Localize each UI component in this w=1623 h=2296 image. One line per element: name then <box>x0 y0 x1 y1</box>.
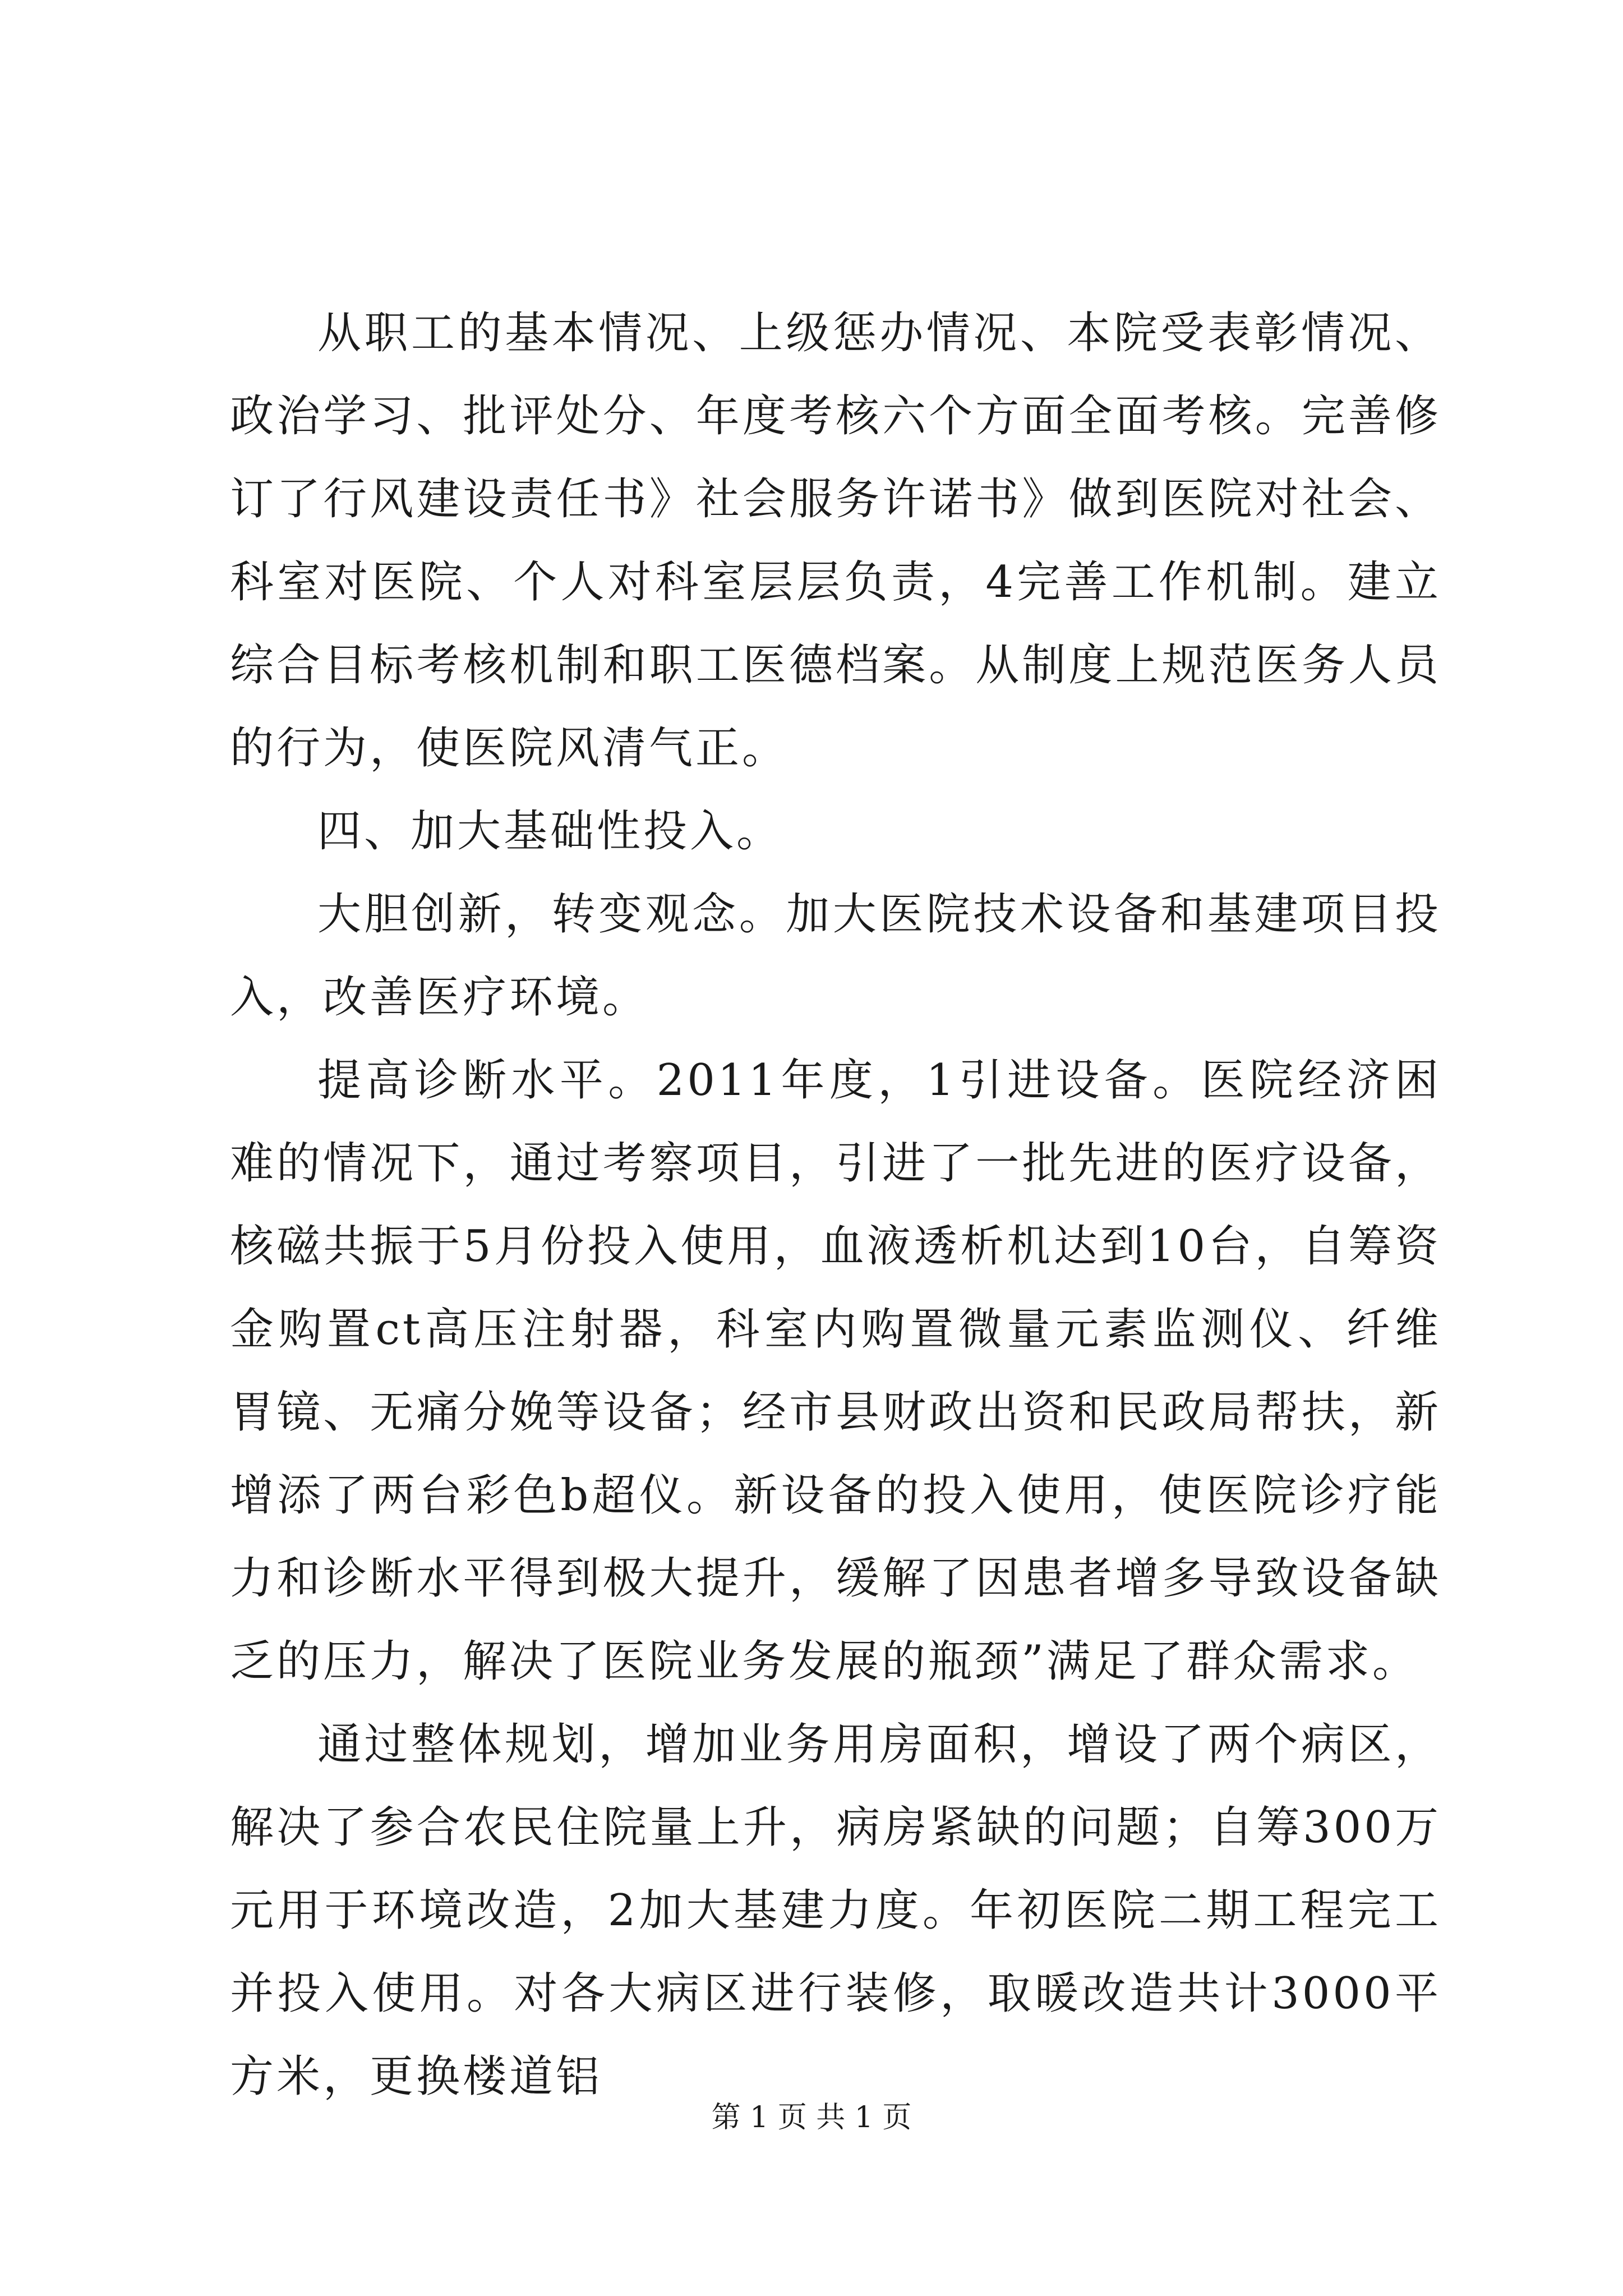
page-footer: 第 1 页 共 1 页 <box>711 2101 912 2134</box>
document-body <box>230 292 1441 2118</box>
section-heading-investment: 四、加大基础性投入。 <box>317 806 783 857</box>
paragraph-innovation: 大胆创新，转变观念。加大医院技术设备和基建项目投入，改善医疗环境。 <box>230 889 1441 1023</box>
paragraph-construction: 通过整体规划，增加业务用房面积，增设了两个病区，解决了参合农民住院量上升，病房紧缺的问题；自筹300万元用于环境改造，2加大基建力度。年初医院二期工程完工并投入使用。对各大病区进行装修，取暖改造共计3000平方米，更换楼道铝 <box>230 1719 1441 2102</box>
paragraph-evaluation: 从职工的基本情况、上级惩办情况、本院受表彰情况、政治学习、批评处分、年度考核六个方面全面考核。完善修订了行风建设责任书》社会服务许诺书》做到医院对社会、科室对医院、个人对科室层层负责，4完善工作机制。建立综合目标考核机制和职工医德档案。从制度上规范医务人员的行为，使医院风清气正。 <box>230 308 1441 774</box>
paragraph-equipment: 提高诊断水平。2011年度，1引进设备。医院经济困难的情况下，通过考察项目，引进了一批先进的医疗设备，核磁共振于5月份投入使用，血液透析机达到10台，自筹资金购置ct高压注射器，科室内购置微量元素监测仪、纤维胃镜、无痛分娩等设备；经市县财政出资和民政局帮扶，新增添了两台彩色b超仪。新设备的投入使用，使医院诊疗能力和诊断水平得到极大提升，缓解了因患者增多导致设备缺乏的压力，解决了医院业务发展的瓶颈”满足了群众需求。 <box>230 1055 1441 1687</box>
